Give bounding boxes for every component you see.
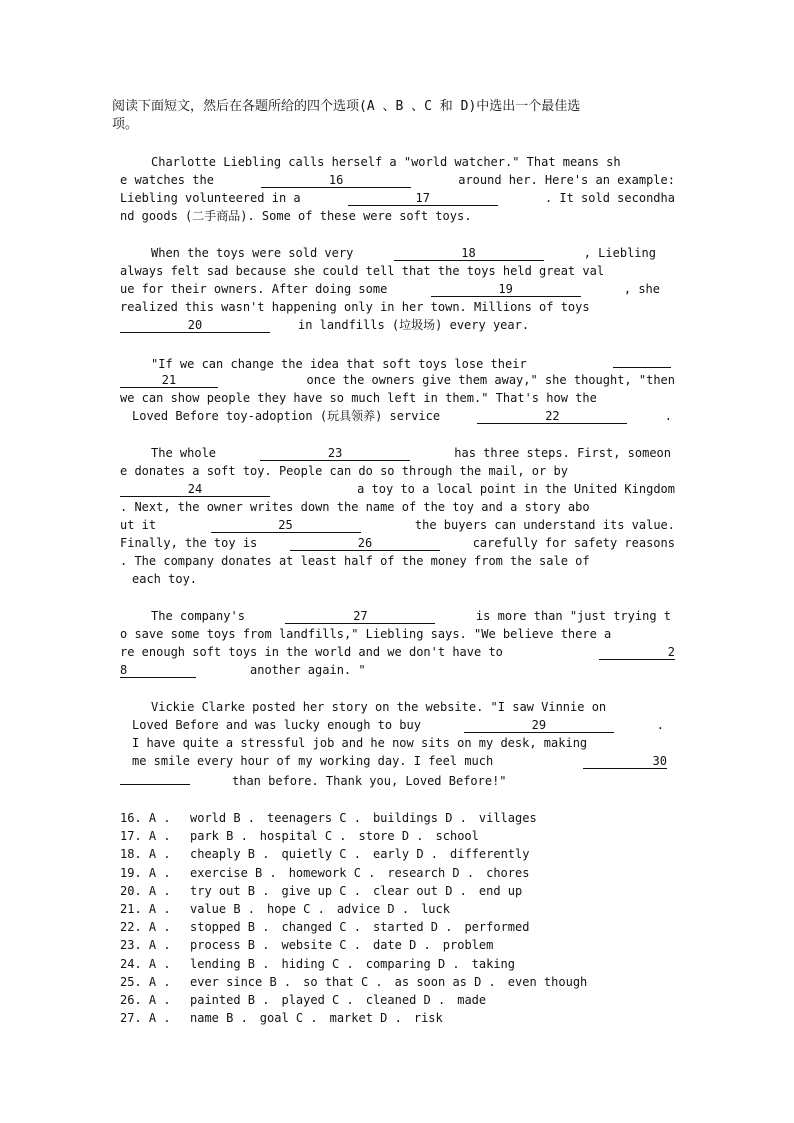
p2-line-5 — [120, 316, 675, 334]
p4-line-7 — [120, 552, 675, 570]
p2-line-1 — [151, 244, 656, 262]
question-number: 17. A . — [120, 829, 171, 844]
question-row — [120, 882, 534, 900]
passage-text: ue for their owners. After doing some — [120, 282, 388, 296]
passage-text: realized this wasn't happening only in her town. Millions of toys — [120, 300, 590, 314]
question-row — [120, 991, 498, 1009]
question-row — [120, 973, 599, 991]
p2-line-3 — [120, 280, 660, 298]
question-row — [120, 864, 541, 882]
p4-line-8 — [132, 570, 687, 588]
option-a[interactable]: ever since B . — [190, 974, 292, 989]
passage-text: When the toys were sold very — [151, 246, 354, 260]
p5-line-4 — [120, 661, 675, 679]
passage-text: carefully for safety reasons — [472, 536, 675, 550]
option-d[interactable]: villages — [478, 811, 537, 825]
p3-line-4 — [132, 407, 672, 425]
option-d[interactable]: made — [457, 993, 487, 1007]
blank-30-start[interactable]: 30 — [583, 754, 667, 769]
passage-text: Finally, the toy is — [120, 536, 258, 550]
passage-text: e watches the — [120, 173, 214, 187]
instruction-text: 项。 — [112, 117, 139, 132]
passage-text: Charlotte Liebling calls herself a "world watcher." That means sh — [151, 155, 621, 169]
p4-line-1 — [151, 444, 671, 462]
passage-text: around her. Here's an example: — [458, 173, 675, 187]
option-a[interactable]: painted B . — [190, 993, 270, 1007]
blank-17[interactable]: 17 — [348, 191, 498, 206]
option-a[interactable]: world B . — [190, 811, 256, 825]
option-b[interactable]: hospital C . — [259, 829, 347, 844]
passage-text: I have quite a stressful job and he now sits on my desk, making — [132, 736, 588, 750]
blank-30[interactable] — [120, 770, 190, 785]
passage-text: The company's — [151, 609, 245, 623]
p5-line-3 — [120, 643, 675, 661]
option-c[interactable]: started D . — [372, 920, 453, 935]
blank-19[interactable]: 19 — [431, 282, 581, 297]
passage-text: Liebling volunteered in a — [120, 191, 301, 205]
option-a[interactable]: process B . — [190, 938, 270, 953]
option-b[interactable]: give up C . — [281, 883, 361, 898]
option-c[interactable]: cleaned D . — [365, 993, 446, 1007]
passage-text: once the owners give them away," she thought, "then — [306, 373, 675, 387]
option-b[interactable]: teenagers C . — [267, 811, 361, 825]
option-d[interactable]: taking — [471, 956, 516, 971]
passage-text: me smile every hour of my working day. I feel much — [132, 754, 494, 768]
instruction-line-2 — [112, 116, 672, 134]
p4-line-3 — [120, 480, 675, 498]
option-c[interactable]: clear out D . — [372, 883, 467, 898]
passage-text: re enough soft toys in the world and we don't have to — [120, 645, 503, 659]
p6-line-2 — [132, 716, 664, 734]
option-d[interactable]: end up — [478, 883, 523, 898]
blank-23[interactable]: 23 — [260, 446, 410, 461]
option-b[interactable]: homework C . — [288, 865, 376, 880]
passage-text: . The company donates at least half of the money from the sale of — [120, 554, 590, 568]
question-row — [120, 936, 505, 954]
option-d[interactable]: differently — [450, 847, 530, 862]
p5-line-1 — [151, 607, 671, 625]
blank-21[interactable]: 21 — [120, 373, 218, 388]
option-c[interactable]: date D . — [372, 938, 431, 953]
option-d[interactable]: even though — [507, 974, 588, 989]
passage-text: o save some toys from landfills," Liebling says. "We believe there a — [120, 627, 612, 641]
option-b[interactable]: played C . — [281, 993, 354, 1007]
p2-line-2 — [120, 262, 675, 280]
option-b[interactable]: changed C . — [281, 920, 361, 935]
p4-line-5 — [120, 516, 675, 534]
question-number: 27. A . — [120, 1011, 171, 1026]
passage-text: The whole — [151, 446, 217, 460]
question-row — [120, 900, 462, 918]
blank-25[interactable]: 25 — [211, 518, 361, 533]
passage-text: , she — [623, 282, 660, 296]
option-d[interactable]: risk — [413, 1011, 443, 1026]
question-number: 19. A . — [120, 865, 171, 880]
blank-20[interactable]: 20 — [120, 318, 270, 333]
passage-text: . — [656, 718, 664, 732]
p2-line-4 — [120, 298, 675, 316]
passage-text: . — [664, 409, 672, 423]
passage-text: the buyers can understand its value. — [414, 518, 675, 532]
option-d[interactable]: problem — [442, 938, 494, 953]
instruction-text: 阅读下面短文，然后在各题所给的四个选项(A 、B 、C 和 D)中选出一个最佳选 — [112, 99, 581, 114]
passage-text: Loved Before and was lucky enough to buy — [132, 718, 421, 732]
option-c[interactable]: research D . — [387, 865, 475, 880]
option-a[interactable]: value B . — [190, 902, 256, 916]
option-c[interactable]: advice D . — [336, 902, 410, 916]
question-row — [120, 1009, 455, 1027]
passage-text: another again. " — [250, 663, 366, 677]
passage-text: always felt sad because she could tell that the toys held great val — [120, 264, 605, 278]
option-c[interactable]: as soon as D . — [394, 974, 496, 989]
option-a[interactable]: exercise B . — [190, 865, 277, 880]
question-number: 24. A . — [120, 956, 171, 971]
question-number: 25. A . — [120, 974, 171, 989]
option-c[interactable]: buildings D . — [372, 811, 467, 825]
question-number: 21. A . — [120, 902, 171, 916]
question-row — [120, 955, 527, 973]
blank-27[interactable]: 27 — [285, 609, 435, 624]
passage-text: a toy to a local point in the United Kingdom — [357, 482, 675, 496]
passage-text: "If we can change the idea that soft toys lose their — [151, 357, 527, 371]
passage-text: e donates a soft toy. People can do so through the mail, or by — [120, 464, 568, 478]
p1-line-2 — [120, 171, 675, 189]
option-a[interactable]: stopped B . — [190, 920, 270, 935]
p3-line-3 — [120, 389, 675, 407]
option-b[interactable]: goal C . — [259, 1011, 318, 1026]
blank-28-start[interactable]: 2 — [599, 645, 675, 660]
question-row — [120, 809, 549, 827]
option-d[interactable]: school — [435, 829, 479, 844]
question-row — [120, 845, 541, 863]
blank-26[interactable]: 26 — [290, 536, 440, 551]
question-number: 18. A . — [120, 847, 171, 862]
option-a[interactable]: cheaply B . — [190, 847, 270, 862]
option-b[interactable]: quietly C . — [281, 847, 361, 862]
blank-21-start — [613, 353, 671, 368]
passage-text: in landfills (垃圾场) every year. — [298, 318, 530, 332]
passage-text: ut it — [120, 518, 157, 532]
p6-line-3 — [132, 734, 667, 752]
option-c[interactable]: market D . — [329, 1011, 402, 1026]
passage-text: , Liebling — [583, 246, 656, 260]
p5-line-2 — [120, 625, 675, 643]
p4-line-6 — [120, 534, 675, 552]
blank-28[interactable]: 8 — [120, 663, 196, 678]
option-b[interactable]: so that C . — [303, 974, 383, 989]
passage-text: has three steps. First, someon — [454, 446, 671, 460]
option-c[interactable]: comparing D . — [365, 956, 460, 971]
question-row — [120, 918, 541, 936]
question-number: 20. A . — [120, 883, 171, 898]
option-c[interactable]: early D . — [372, 847, 438, 862]
blank-22[interactable]: 22 — [477, 409, 627, 424]
passage-text: Vickie Clarke posted her story on the website. "I saw Vinnie on — [151, 700, 607, 714]
option-a[interactable]: try out B . — [190, 883, 270, 898]
passage-text: each toy. — [132, 572, 198, 586]
passage-text: is more than "just trying t — [475, 609, 671, 623]
p1-line-4 — [120, 207, 675, 225]
question-number: 26. A . — [120, 993, 171, 1007]
passage-text: . Next, the owner writes down the name of the toy and a story abo — [120, 500, 590, 514]
question-row — [120, 827, 491, 845]
option-b[interactable]: hope C . — [267, 902, 325, 916]
p3-line-2 — [120, 371, 675, 389]
blank-16[interactable]: 16 — [261, 173, 411, 188]
option-b[interactable]: website C . — [281, 938, 361, 953]
option-a[interactable]: name B . — [190, 1011, 248, 1026]
option-a[interactable]: lending B . — [190, 956, 270, 971]
p3-line-1 — [151, 353, 671, 371]
p4-line-2 — [120, 462, 675, 480]
question-number: 23. A . — [120, 938, 171, 953]
p4-line-4 — [120, 498, 675, 516]
option-b[interactable]: hiding C . — [281, 956, 354, 971]
option-d[interactable]: luck — [421, 902, 450, 916]
passage-text: we can show people they have so much left in them." That's how the — [120, 391, 597, 405]
blank-29[interactable]: 29 — [464, 718, 614, 733]
blank-24[interactable]: 24 — [120, 482, 270, 497]
blank-18[interactable]: 18 — [394, 246, 544, 261]
option-a[interactable]: park B . — [190, 829, 248, 844]
passage-text: than before. Thank you, Loved Before!" — [232, 774, 507, 788]
p6-line-5 — [120, 770, 675, 788]
passage-text: Loved Before toy-adoption (玩具领养) service — [132, 409, 441, 423]
passage-text: . It sold secondha — [544, 191, 675, 205]
p1-line-1 — [151, 153, 671, 171]
option-c[interactable]: store D . — [358, 829, 424, 844]
p6-line-4 — [132, 752, 667, 770]
instruction-line-1 — [112, 98, 672, 116]
option-d[interactable]: performed — [464, 920, 530, 935]
question-number: 16. A . — [120, 811, 171, 825]
p6-line-1 — [151, 698, 671, 716]
passage-text: nd goods (二手商品). Some of these were soft toys. — [120, 209, 472, 223]
p1-line-3 — [120, 189, 675, 207]
option-d[interactable]: chores — [486, 865, 530, 880]
question-number: 22. A . — [120, 920, 171, 935]
